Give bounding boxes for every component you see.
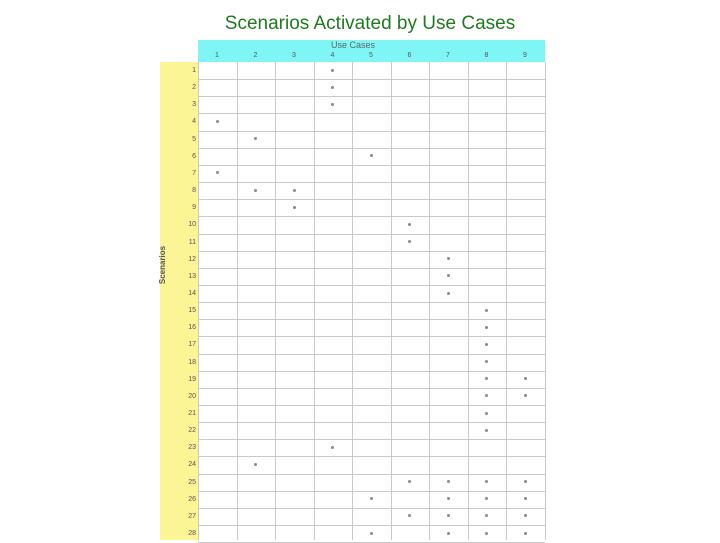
grid-row-line bbox=[198, 285, 545, 286]
use-case-header-8: 8 bbox=[484, 52, 489, 59]
activation-mark-s11-uc6 bbox=[408, 240, 411, 243]
scenario-label-17: 17 bbox=[188, 341, 196, 349]
scenario-label-2: 2 bbox=[192, 84, 196, 92]
activation-mark-s28-uc5 bbox=[370, 532, 373, 535]
use-case-header-7: 7 bbox=[446, 52, 450, 59]
activation-mark-s25-uc7 bbox=[447, 480, 450, 483]
scenario-label-13: 13 bbox=[188, 272, 196, 280]
scenario-label-1: 1 bbox=[192, 67, 196, 74]
scenario-label-26: 26 bbox=[188, 495, 196, 503]
grid-row-line bbox=[198, 525, 545, 526]
activation-mark-s21-uc8 bbox=[485, 412, 488, 415]
scenario-label-14: 14 bbox=[188, 289, 196, 297]
grid-row-line bbox=[198, 148, 545, 149]
activation-mark-s27-uc8 bbox=[485, 514, 488, 517]
grid-row-line bbox=[198, 474, 545, 475]
use-case-header-4: 4 bbox=[330, 52, 335, 59]
grid-row-line bbox=[198, 336, 545, 337]
activation-mark-s25-uc8 bbox=[485, 480, 488, 483]
grid-row-line bbox=[198, 491, 545, 492]
grid-row-line bbox=[198, 354, 545, 355]
scenario-label-15: 15 bbox=[188, 307, 196, 315]
grid-row-line bbox=[198, 268, 545, 269]
scenario-label-25: 25 bbox=[188, 478, 196, 486]
grid-column-line bbox=[275, 62, 276, 540]
scenario-label-11: 11 bbox=[188, 238, 196, 246]
scenario-label-9: 9 bbox=[192, 204, 196, 212]
scenario-label-22: 22 bbox=[188, 427, 196, 435]
activation-mark-s20-uc8 bbox=[485, 394, 488, 397]
activation-mark-s8-uc3 bbox=[293, 189, 296, 192]
scenario-label-12: 12 bbox=[188, 255, 196, 263]
scenario-label-28: 28 bbox=[188, 530, 196, 538]
activation-mark-s27-uc7 bbox=[447, 514, 450, 517]
activation-mark-s14-uc7 bbox=[447, 292, 450, 295]
grid-column-line bbox=[314, 62, 315, 540]
scenario-label-4: 4 bbox=[192, 118, 196, 126]
use-case-header-2: 2 bbox=[253, 52, 258, 59]
activation-mark-s28-uc9 bbox=[524, 532, 527, 535]
scenario-label-27: 27 bbox=[188, 512, 196, 520]
grid-row-line bbox=[198, 165, 545, 166]
scenario-label-3: 3 bbox=[192, 101, 196, 109]
activation-mark-s10-uc6 bbox=[408, 223, 411, 226]
grid-column-line bbox=[352, 62, 353, 540]
grid-row-line bbox=[198, 388, 545, 389]
scenario-label-18: 18 bbox=[188, 358, 196, 366]
activation-mark-s17-uc8 bbox=[485, 343, 488, 346]
grid-column-line bbox=[545, 62, 546, 540]
grid-row-line bbox=[198, 182, 545, 183]
grid-column-line bbox=[506, 62, 507, 540]
scenario-label-8: 8 bbox=[192, 187, 196, 195]
activation-mark-s26-uc9 bbox=[524, 497, 527, 500]
grid-row-line bbox=[198, 439, 545, 440]
activation-mark-s25-uc9 bbox=[524, 480, 527, 483]
grid-row-line bbox=[198, 131, 545, 132]
scenario-label-16: 16 bbox=[188, 324, 196, 332]
activation-mark-s8-uc2 bbox=[254, 189, 257, 192]
activation-mark-s28-uc7 bbox=[447, 532, 450, 535]
activation-mark-s26-uc8 bbox=[485, 497, 488, 500]
activation-mark-s25-uc6 bbox=[408, 480, 411, 483]
activation-mark-s7-uc1 bbox=[216, 171, 219, 174]
grid-row-line bbox=[198, 113, 545, 114]
scenario-label-10: 10 bbox=[188, 221, 196, 229]
activation-mark-s24-uc2 bbox=[254, 463, 257, 466]
grid-row-line bbox=[198, 96, 545, 97]
grid-row-line bbox=[198, 456, 545, 457]
grid-column-line bbox=[198, 62, 199, 540]
grid-row-line bbox=[198, 79, 545, 80]
activation-mark-s27-uc9 bbox=[524, 514, 527, 517]
scenario-label-21: 21 bbox=[188, 410, 196, 417]
use-case-header-6: 6 bbox=[407, 52, 412, 59]
grid-row-line bbox=[198, 302, 545, 303]
page-title: Scenarios Activated by Use Cases bbox=[224, 13, 516, 34]
use-case-header-1: 1 bbox=[215, 52, 219, 59]
grid-row-line bbox=[198, 216, 545, 217]
scenario-label-5: 5 bbox=[192, 135, 196, 143]
grid-row-line bbox=[198, 371, 545, 372]
activation-mark-s13-uc7 bbox=[447, 274, 450, 277]
grid-row-line bbox=[198, 251, 545, 252]
grid-row-line bbox=[198, 234, 545, 235]
activation-mark-s26-uc7 bbox=[447, 497, 450, 500]
activation-mark-s6-uc5 bbox=[370, 154, 373, 157]
activation-mark-s22-uc8 bbox=[485, 429, 488, 432]
scenario-label-20: 20 bbox=[188, 392, 196, 400]
activation-mark-s4-uc1 bbox=[216, 120, 219, 123]
grid-row-line bbox=[198, 319, 545, 320]
activation-mark-s28-uc8 bbox=[485, 532, 488, 535]
activation-mark-s27-uc6 bbox=[408, 514, 411, 517]
activation-mark-s2-uc4 bbox=[331, 86, 334, 89]
activation-mark-s3-uc4 bbox=[331, 103, 334, 106]
scenario-label-19: 19 bbox=[188, 375, 196, 383]
use-case-header-3: 3 bbox=[292, 52, 296, 59]
scenario-label-23: 23 bbox=[188, 444, 196, 452]
activation-mark-s1-uc4 bbox=[331, 69, 334, 72]
activation-mark-s20-uc9 bbox=[524, 394, 527, 397]
grid-row-line bbox=[198, 422, 545, 423]
scenario-label-7: 7 bbox=[192, 169, 196, 177]
activation-mark-s18-uc8 bbox=[485, 360, 488, 363]
activation-mark-s9-uc3 bbox=[293, 206, 296, 209]
grid-row-line bbox=[198, 508, 545, 509]
grid-column-line bbox=[468, 62, 469, 540]
grid-row-line bbox=[198, 405, 545, 406]
grid-column-line bbox=[391, 62, 392, 540]
activation-mark-s23-uc4 bbox=[331, 446, 334, 449]
grid-column-line bbox=[237, 62, 238, 540]
grid-column-line bbox=[429, 62, 430, 540]
activation-mark-s12-uc7 bbox=[447, 257, 450, 260]
activation-mark-s15-uc8 bbox=[485, 309, 488, 312]
scenarios-header-label: Scenarios bbox=[158, 245, 167, 285]
scenario-label-6: 6 bbox=[192, 152, 196, 160]
activation-mark-s16-uc8 bbox=[485, 326, 488, 329]
activation-mark-s5-uc2 bbox=[254, 137, 257, 140]
activation-mark-s19-uc8 bbox=[485, 377, 488, 380]
grid-row-line bbox=[198, 199, 545, 200]
activation-mark-s26-uc5 bbox=[370, 497, 373, 500]
use-cases-header-label: Use Cases bbox=[330, 40, 375, 50]
use-case-header-9: 9 bbox=[523, 52, 527, 59]
scenario-label-24: 24 bbox=[188, 461, 196, 469]
use-case-header-5: 5 bbox=[369, 52, 373, 59]
activation-mark-s19-uc9 bbox=[524, 377, 527, 380]
